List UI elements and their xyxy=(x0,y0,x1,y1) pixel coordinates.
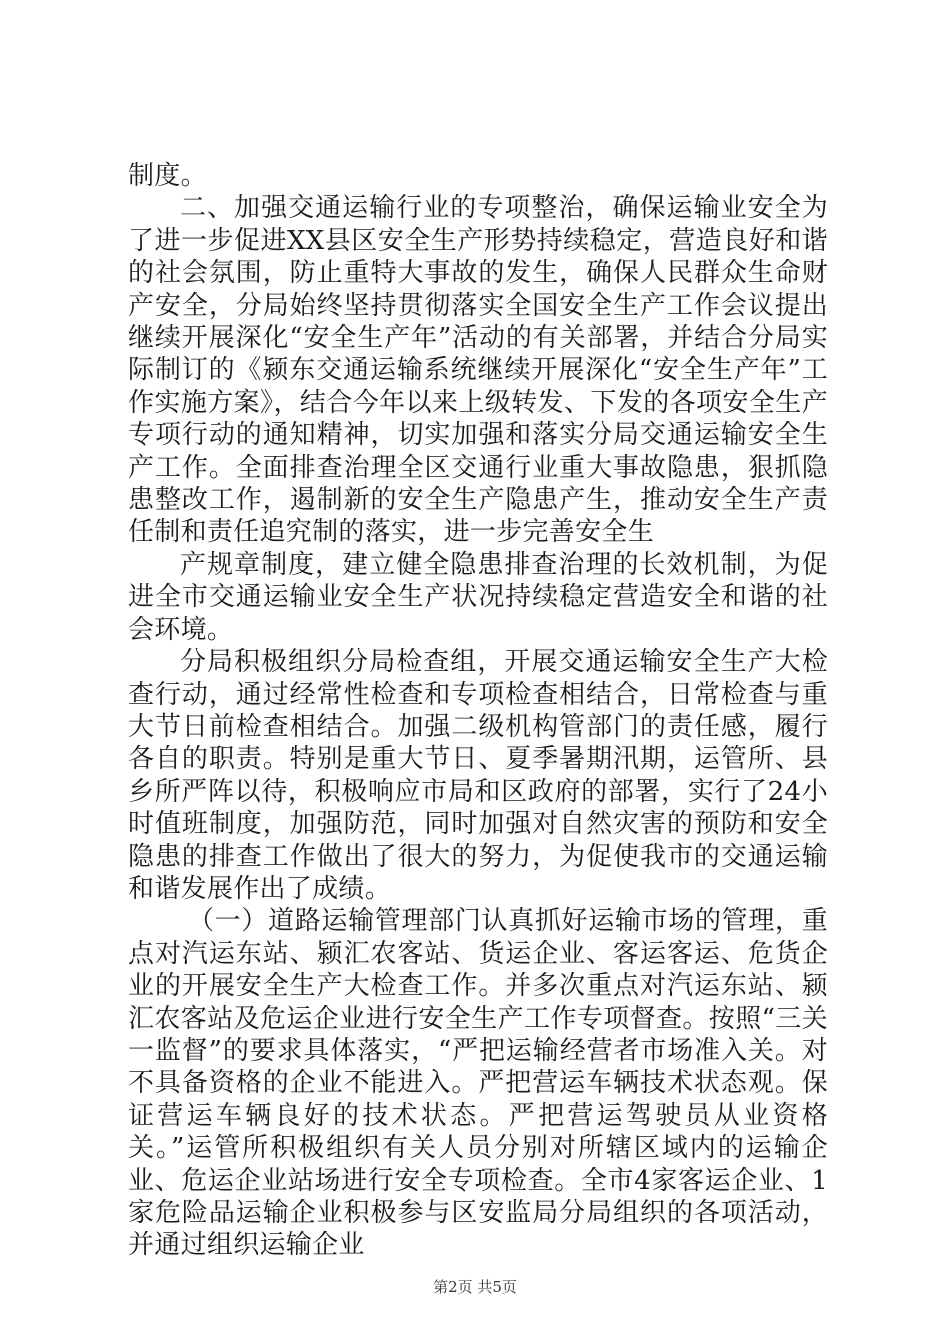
document-body xyxy=(128,160,828,1262)
paragraph-regulations: 产规章制度，建立健全隐患排查治理的长效机制，为促进全市交通运输业安全生产状况持续稳定营造安全和谐的社会环境。 xyxy=(128,549,828,645)
paragraph-section-two: 二、加强交通运输行业的专项整治，确保运输业安全为了进一步促进XX县区安全生产形势持续稳定，营造良好和谐的社会氛围，防止重特大事故的发生，确保人民群众生命财产安全，分局始终坚持贯彻落实全国安全生产工作会议提出继续开展深化“安全生产年”活动的有关部署，并结合分局实际制订的《颍东交通运输系统继续开展深化“安全生产年”工作实施方案》，结合今年以来上级转发、下发的各项安全生产专项行动的通知精神，切实加强和落实分局交通运输安全生产工作。全面排查治理全区交通行业重大事故隐患，狠抓隐患整改工作，遏制新的安全生产隐患产生，推动安全生产责任制和责任追究制的落实，进一步完善安全生 xyxy=(128,193,828,548)
page-footer: 第2页 共5页 xyxy=(433,1278,517,1296)
paragraph-inspection: 分局积极组织分局检查组，开展交通运输安全生产大检查行动，通过经常性检查和专项检查相结合，日常检查与重大节日前检查相结合。加强二级机构管部门的责任感，履行各自的职责。特别是重大节日、夏季暑期汛期，运管所、县乡所严阵以待，积极响应市局和区政府的部署，实行了24小时值班制度，加强防范，同时加强对自然灾害的预防和安全隐患的排查工作做出了很大的努力，为促使我市的交通运输和谐发展作出了成绩。 xyxy=(128,647,828,904)
paragraph-continuation: 制度。 xyxy=(128,161,207,191)
paragraph-road-transport: （一）道路运输管理部门认真抓好运输市场的管理，重点对汽运东站、颍汇农客站、货运企业、客运客运、危货企业的开展安全生产大检查工作。并多次重点对汽运东站、颍汇农客站及危运企业进行安全生产工作专项督查。按照“三关一监督”的要求具体落实，“严把运输经营者市场准入关。对不具备资格的企业不能进入。严把营运车辆技术状态观。保证营运车辆良好的技术状态。严把营运驾驶员从业资格关。”运管所积极组织有关人员分别对所辖区域内的运输企业、危运企业站场进行安全专项检查。全市4家客运企业、1家危险品运输企业积极参与区安监局分局组织的各项活动，并通过组织运输企业 xyxy=(128,906,828,1261)
